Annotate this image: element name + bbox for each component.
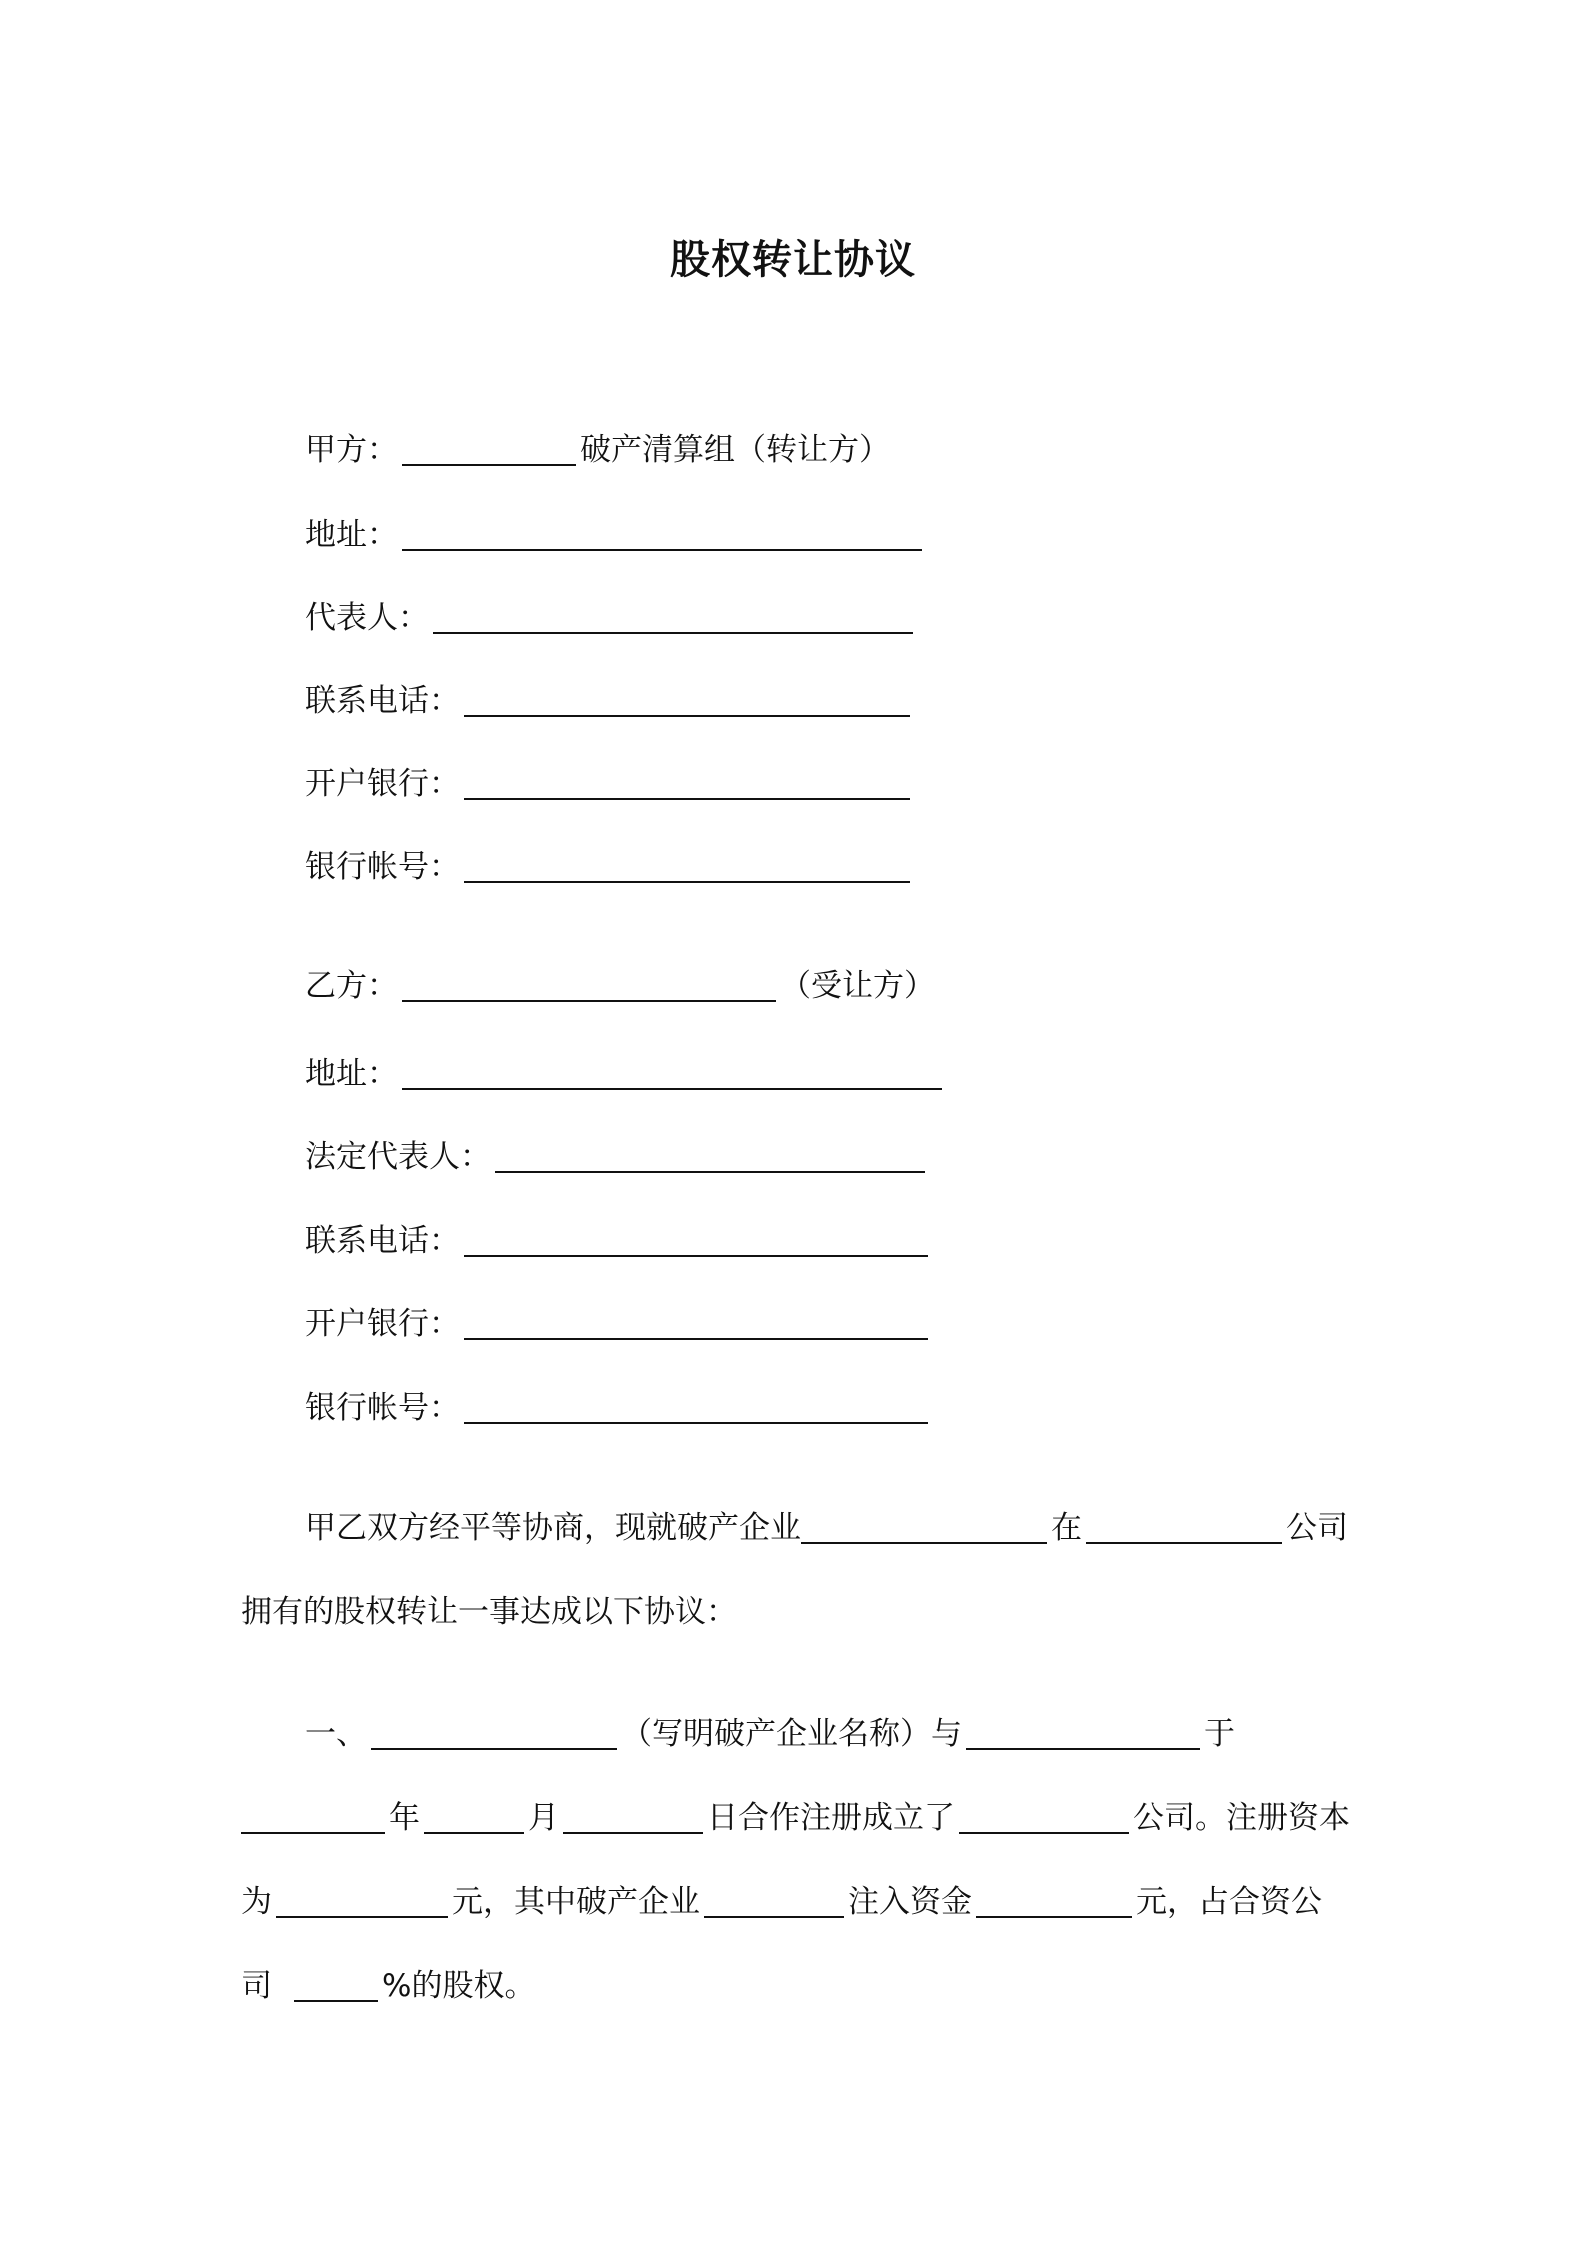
intro-text-4: 拥有的股权转让一事达成以下协议： [241, 1594, 737, 1630]
registered-capital-blank[interactable] [276, 1886, 448, 1918]
clause1-company: 公司。注册资本 [1133, 1800, 1350, 1836]
party-a-phone-line [305, 681, 914, 721]
clause1-line-1 [305, 1714, 1355, 1754]
party-b-name-blank[interactable] [402, 970, 776, 1002]
party-b-legal-rep-line [305, 1137, 929, 1177]
party-a-name-blank[interactable] [402, 434, 576, 466]
intro-text-1: 甲乙双方经平等协商，现就破产企业 [305, 1510, 801, 1546]
clause1-enterprise-blank[interactable] [371, 1718, 617, 1750]
party-b-bank-label: 开户银行： [305, 1306, 460, 1342]
clause1-wei: 为 [241, 1884, 272, 1920]
day-blank[interactable] [563, 1802, 703, 1834]
party-a-representative-blank[interactable] [433, 602, 913, 634]
party-a-address-label: 地址： [305, 517, 398, 553]
clause1-year: 年 [389, 1800, 420, 1836]
party-b-bank-line [305, 1304, 932, 1344]
document-title: 股权转让协议 [670, 237, 916, 283]
clause1-line-3 [241, 1882, 1351, 1922]
party-b-account-line [305, 1388, 932, 1428]
party-a-line [305, 430, 890, 470]
party-a-bank-label: 开户银行： [305, 766, 460, 802]
party-a-representative-label: 代表人： [305, 600, 429, 636]
party-a-representative-line [305, 598, 917, 638]
intro-text-3: 公司 [1286, 1510, 1348, 1546]
party-b-phone-blank[interactable] [464, 1225, 928, 1257]
party-a-account-line [305, 847, 914, 887]
clause1-num: 一、 [305, 1716, 367, 1752]
party-b-address-label: 地址： [305, 1056, 398, 1092]
party-a-suffix: 破产清算组（转让方） [580, 432, 890, 468]
party-a-label: 甲方： [305, 432, 398, 468]
clause1-yu: 于 [1204, 1716, 1235, 1752]
party-a-bank-blank[interactable] [464, 768, 910, 800]
percentage-blank[interactable] [294, 1970, 378, 2002]
injected-capital-blank[interactable] [976, 1886, 1132, 1918]
party-b-legal-rep-blank[interactable] [495, 1141, 925, 1173]
party-b-account-label: 银行帐号： [305, 1390, 460, 1426]
intro-line-1 [305, 1508, 1355, 1548]
clause1-yuan1: 元，其中破产企业 [452, 1884, 700, 1920]
party-a-account-blank[interactable] [464, 851, 910, 883]
clause1-line-2 [241, 1798, 1351, 1838]
party-a-bank-line [305, 764, 914, 804]
enterprise-blank[interactable] [704, 1886, 844, 1918]
party-b-address-line [305, 1054, 946, 1094]
party-a-phone-label: 联系电话： [305, 683, 460, 719]
party-b-suffix: （受让方） [780, 968, 935, 1004]
party-b-legal-rep-label: 法定代表人： [305, 1139, 491, 1175]
clause1-day: 日合作注册成立了 [707, 1800, 955, 1836]
clause1-partner-blank[interactable] [966, 1718, 1200, 1750]
clause1-yuan2: 元，占合资公 [1136, 1884, 1322, 1920]
clause1-pct: %的股权。 [382, 1968, 536, 2004]
clause1-inject: 注入资金 [848, 1884, 972, 1920]
clause1-line-4 [241, 1966, 1351, 2006]
intro-line-2 [241, 1592, 1351, 1632]
joint-company-blank[interactable] [959, 1802, 1129, 1834]
year-blank[interactable] [241, 1802, 385, 1834]
clause1-note: （写明破产企业名称）与 [621, 1716, 962, 1752]
company-blank[interactable] [1086, 1512, 1282, 1544]
party-b-phone-line [305, 1221, 932, 1261]
party-a-address-line [305, 515, 926, 555]
party-a-phone-blank[interactable] [464, 685, 910, 717]
party-b-phone-label: 联系电话： [305, 1223, 460, 1259]
party-b-account-blank[interactable] [464, 1392, 928, 1424]
party-a-account-label: 银行帐号： [305, 849, 460, 885]
bankrupt-enterprise-blank[interactable] [801, 1512, 1047, 1544]
party-a-address-blank[interactable] [402, 519, 922, 551]
clause1-month: 月 [528, 1800, 559, 1836]
party-b-address-blank[interactable] [402, 1058, 942, 1090]
party-b-bank-blank[interactable] [464, 1308, 928, 1340]
intro-text-2: 在 [1051, 1510, 1082, 1546]
party-b-label: 乙方： [305, 968, 398, 1004]
clause1-si: 司 [241, 1968, 272, 2004]
party-b-line [305, 966, 935, 1006]
month-blank[interactable] [424, 1802, 524, 1834]
